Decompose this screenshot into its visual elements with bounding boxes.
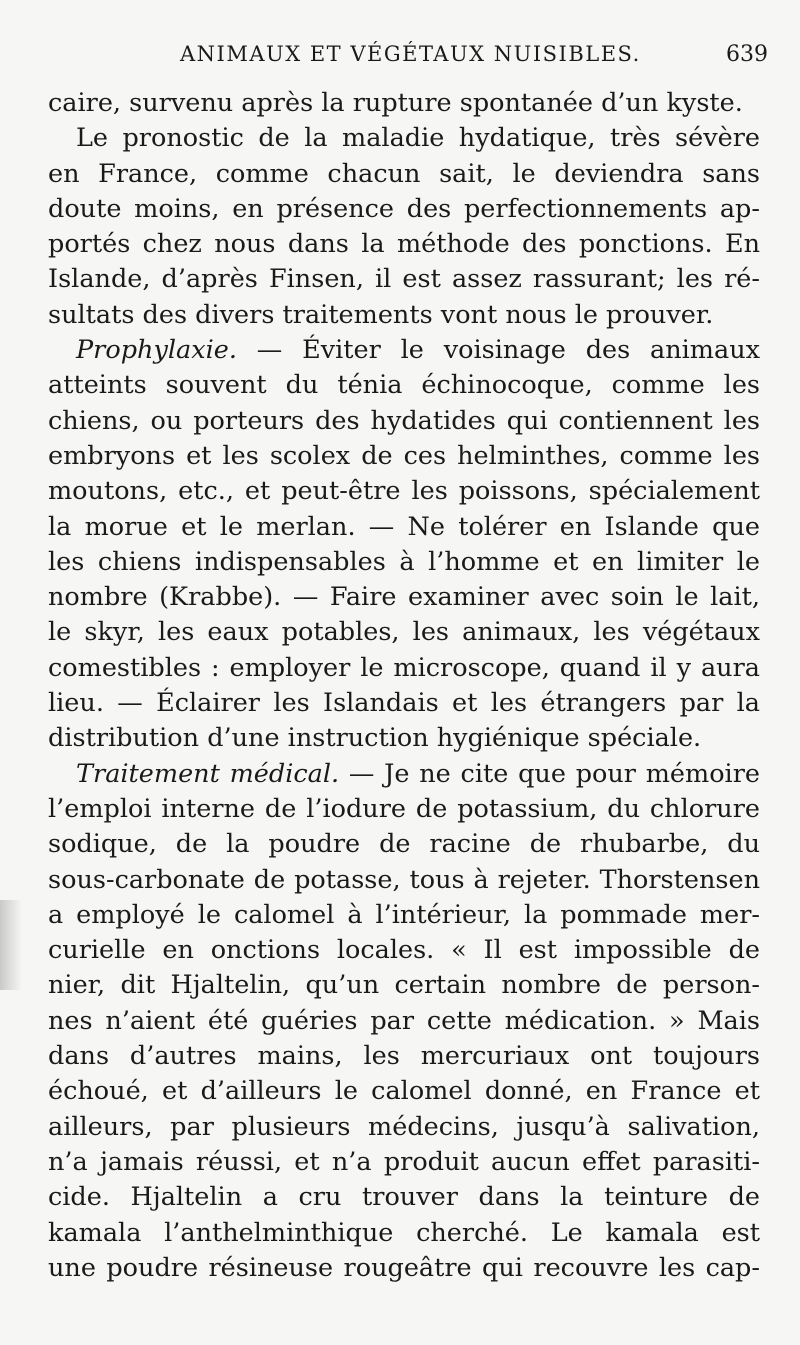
text-line <box>48 86 760 121</box>
text-line <box>48 863 760 898</box>
text-line <box>48 298 760 333</box>
line-text: caire, survenu après la rupture spontanée d’un kyste. <box>48 88 743 118</box>
text-line <box>48 651 760 686</box>
text-line <box>48 686 760 721</box>
line-text: échoué, et d’ailleurs le calomel donné, en France et <box>48 1076 760 1107</box>
text-line <box>48 510 760 545</box>
line-text: — Je ne cite que pour mémoire <box>339 758 760 789</box>
line-text: dans d’autres mains, les mercuriaux ont toujours <box>48 1041 760 1072</box>
line-text: sous-carbonate de potasse, tous à rejeter. Thorstensen <box>48 864 760 895</box>
line-text: portés chez nous dans la méthode des ponctions. En <box>48 229 760 260</box>
text-line <box>48 757 760 792</box>
line-text: comestibles : employer le microscope, quand il y aura <box>48 652 760 683</box>
text-line <box>48 262 760 297</box>
text-line <box>48 968 760 1003</box>
text-line <box>48 1180 760 1215</box>
line-text: — Éviter le voisinage des animaux <box>236 335 760 366</box>
text-line <box>48 1039 760 1074</box>
page-number: 639 <box>726 42 768 67</box>
text-line <box>48 933 760 968</box>
line-text: les chiens indispensables à l’homme et en limiter le <box>48 546 760 577</box>
text-line <box>48 792 760 827</box>
line-text: Islande, d’après Finsen, il est assez rassurant; les ré- <box>48 264 760 295</box>
section-heading: Traitement médical. <box>76 758 340 789</box>
text-line <box>48 898 760 933</box>
page-header <box>0 38 800 78</box>
text-line <box>48 1004 760 1039</box>
line-text: doute moins, en présence des perfectionnements ap- <box>48 193 760 224</box>
body-text <box>48 86 760 1286</box>
line-text: nombre (Krabbe). — Faire examiner avec soin le lait, <box>48 582 760 613</box>
text-line <box>48 1074 760 1109</box>
line-text: ailleurs, par plusieurs médecins, jusqu’à salivation, <box>48 1111 760 1142</box>
line-text: a employé le calomel à l’intérieur, la pommade mer- <box>48 899 760 930</box>
line-text: l’emploi interne de l’iodure de potassium, du chlorure <box>48 793 760 824</box>
line-text: une poudre résineuse rougeâtre qui recouvre les cap- <box>48 1252 760 1283</box>
line-text: atteints souvent du ténia échinocoque, comme les <box>48 370 760 401</box>
line-text: moutons, etc., et peut-être les poissons, spécialement <box>48 476 760 507</box>
text-line <box>48 580 760 615</box>
line-text: cide. Hjaltelin a cru trouver dans la teinture de <box>48 1182 760 1213</box>
line-text: chiens, ou porteurs des hydatides qui contiennent les <box>48 405 760 436</box>
text-line <box>48 157 760 192</box>
line-text: embryons et les scolex de ces helminthes, comme les <box>48 440 760 471</box>
line-text: le skyr, les eaux potables, les animaux, les végétaux <box>48 617 760 648</box>
line-text: nier, dit Hjaltelin, qu’un certain nombre de person- <box>48 970 760 1001</box>
section-heading: Prophylaxie. <box>76 335 237 366</box>
line-text: distribution d’une instruction hygiénique spéciale. <box>48 723 702 754</box>
text-line <box>48 474 760 509</box>
line-text: lieu. — Éclairer les Islandais et les étrangers par la <box>48 688 760 719</box>
text-line <box>48 1251 760 1286</box>
line-text: la morue et le merlan. — Ne tolérer en Islande que <box>48 511 760 542</box>
text-line <box>48 368 760 403</box>
text-line <box>48 1145 760 1180</box>
line-text: curielle en onctions locales. « Il est impossible de <box>48 935 760 966</box>
text-line <box>48 121 760 156</box>
text-line <box>48 827 760 862</box>
line-text: sodique, de la poudre de racine de rhubarbe, du <box>48 829 760 860</box>
text-line <box>48 545 760 580</box>
text-line <box>48 227 760 262</box>
line-text: n’a jamais réussi, et n’a produit aucun effet parasiti- <box>48 1146 760 1177</box>
text-line <box>48 404 760 439</box>
line-text: Le pronostic de la maladie hydatique, très sévère <box>76 123 760 154</box>
line-text: en France, comme chacun sait, le deviendra sans <box>48 158 760 189</box>
line-text: nes n’aient été guéries par cette médication. » Mais <box>48 1005 760 1036</box>
text-line <box>48 1110 760 1145</box>
text-line <box>48 333 760 368</box>
text-line <box>48 721 760 756</box>
running-title: ANIMAUX ET VÉGÉTAUX NUISIBLES. <box>180 42 641 66</box>
text-line <box>48 439 760 474</box>
scan-shadow <box>0 900 22 990</box>
text-line <box>48 1216 760 1251</box>
line-text: sultats des divers traitements vont nous le prouver. <box>48 299 714 330</box>
text-line <box>48 615 760 650</box>
text-line <box>48 192 760 227</box>
line-text: kamala l’anthelminthique cherché. Le kamala est <box>48 1217 760 1248</box>
